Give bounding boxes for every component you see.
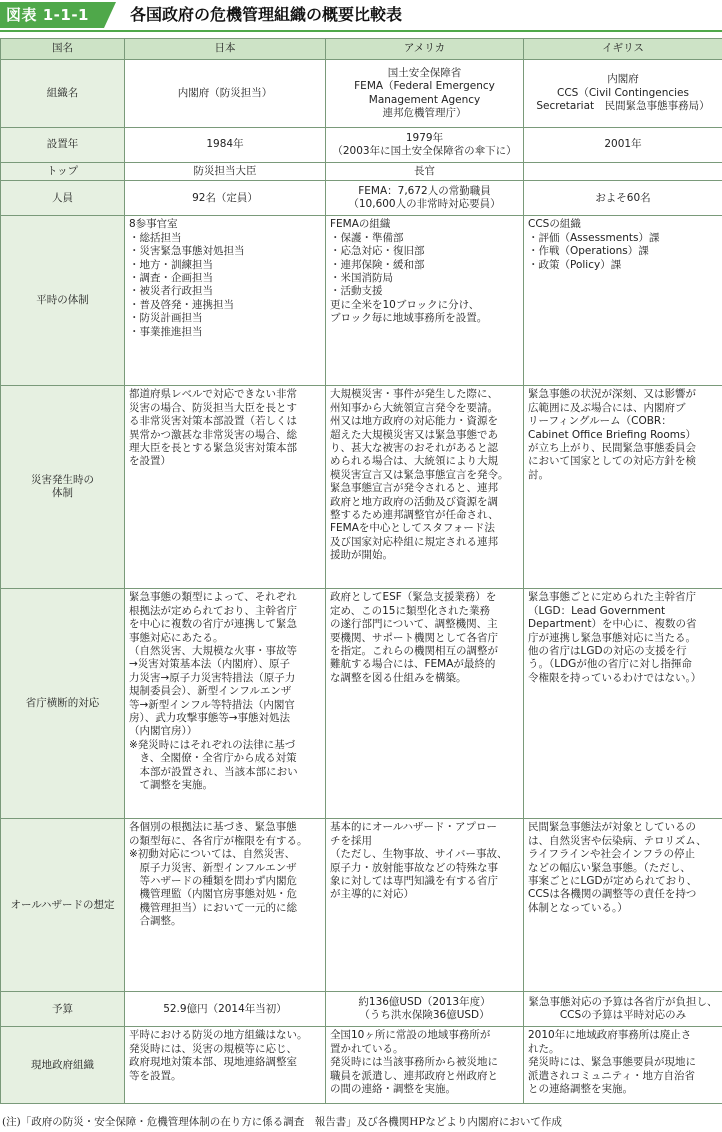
figure-title: 各国政府の危機管理組織の概要比較表 bbox=[130, 5, 403, 24]
table-row bbox=[1, 128, 722, 163]
row-label-cross-ministry: 省庁横断的対応 bbox=[1, 589, 125, 819]
cell-japan: 1984年 bbox=[125, 128, 326, 163]
header-country: 国名 bbox=[1, 39, 125, 60]
cell-uk: およそ60名 bbox=[524, 181, 722, 216]
cell-japan: 都道府県レベルで対応できない非常 災害の場合、防災担当大臣を長とす る非常災害対策本部設置（若しくは 異常かつ激甚な非常災害の場合、総 理大臣を長とする緊急災害対策本部 を設置） bbox=[125, 386, 326, 589]
cell-uk: 内閣府 CCS（Civil Contingencies Secretariat 民間緊急事態事務局） bbox=[524, 60, 722, 128]
row-label-organization: 組織名 bbox=[1, 60, 125, 128]
header-japan: 日本 bbox=[125, 39, 326, 60]
cell-usa: FEMA：7,672人の常勤職員 （10,600人の非常時対応要員） bbox=[326, 181, 524, 216]
cell-usa: 1979年 （2003年に国土安全保障省の傘下に） bbox=[326, 128, 524, 163]
row-label-all-hazard: オールハザードの想定 bbox=[1, 819, 125, 992]
row-label-disaster-structure: 災害発生時の 体制 bbox=[1, 386, 125, 589]
table-row bbox=[1, 181, 722, 216]
cell-uk: 2010年に地域政府事務所は廃止さ れた。 発災時には、緊急事態要員が現地に 派遣されコミュニティ・地方自治省 との連絡調整を実施。 bbox=[524, 1027, 722, 1104]
row-label-established: 設置年 bbox=[1, 128, 125, 163]
row-label-top: トップ bbox=[1, 163, 125, 181]
table-row bbox=[1, 386, 722, 589]
header-usa: アメリカ bbox=[326, 39, 524, 60]
cell-usa: 大規模災害・事件が発生した際に、 州知事から大統領宣言発令を要請。 州又は地方政府の対応能力・資源を 超えた大規模災害又は緊急事態であ り、甚大な被害のおそれがあると認 められる場合は、大統領により大規 模災害宣言又は緊急事態宣言を発令。 緊急事態宣言が発令されると、連邦 政府と地方政府の活動及び資源を調 整するため連邦調整官が任命され、 FEMAを中心としてスタフォード法 及び国家対応枠組に規定される連邦 援助が開始。 bbox=[326, 386, 524, 589]
cell-uk: 緊急事態対応の予算は各省庁が負担し、 CCSの予算は平時対応のみ bbox=[524, 992, 722, 1027]
table-row bbox=[1, 819, 722, 992]
cell-japan: 防災担当大臣 bbox=[125, 163, 326, 181]
cell-uk: 2001年 bbox=[524, 128, 722, 163]
cell-usa: 国土安全保障省 FEMA（Federal Emergency Management Agency 連邦危機管理庁） bbox=[326, 60, 524, 128]
cell-uk: CCSの組織 ・評価（Assessments）課 ・作戦（Operations）課 ・政策（Policy）課 bbox=[524, 216, 722, 386]
table-row bbox=[1, 216, 722, 386]
cell-japan: 緊急事態の類型によって、それぞれ 根拠法が定められており、主幹省庁 を中心に複数の省庁が連携して緊急 事態対応にあたる。 （自然災害、大規模な火事・事故等 →災害対策基本法（内閣府）、原子 力災害→原子力災害特措法（原子力 規制委員会）、新型インフルエンザ 等→新型インフル等特措法（内閣官 房）、武力攻撃事態等→事態対処法 （内閣官房）） ※発災時にはそれぞれの法律に基づ き、全閣僚・全省庁から成る対策 本部が設置され、当該本部におい て調整を実施。 bbox=[125, 589, 326, 819]
header-divider bbox=[0, 30, 722, 32]
cell-usa: 長官 bbox=[326, 163, 524, 181]
table-row bbox=[1, 60, 722, 128]
cell-japan: 8参事官室 ・総括担当 ・災害緊急事態対処担当 ・地方・訓練担当 ・調査・企画担当 ・被災者行政担当 ・普及啓発・連携担当 ・防災計画担当 ・事業推進担当 bbox=[125, 216, 326, 386]
cell-usa: FEMAの組織 ・保護・準備部 ・応急対応・復旧部 ・連邦保険・緩和部 ・米国消防局 ・活動支援 更に全米を10ブロックに分け、 ブロック毎に地域事務所を設置。 bbox=[326, 216, 524, 386]
cell-usa: 政府としてESF（緊急支援業務）を 定め、この15に類型化された業務 の遂行部門について、調整機関、主 要機関、サポート機関として各省庁 を指定。これらの機関相互の調整が 難航する場合には、FEMAが最終的 な調整を図る仕組みを構築。 bbox=[326, 589, 524, 819]
cell-japan: 平時における防災の地方組織はない。 発災時には、災害の規模等に応じ、 政府現地対策本部、現地連絡調整室 等を設置。 bbox=[125, 1027, 326, 1104]
cell-japan: 各個別の根拠法に基づき、緊急事態 の類型毎に、各省庁が権限を有する。 ※初動対応については、自然災害、 原子力災害、新型インフルエンザ 等ハザードの種類を問わず内閣危 機管理監（内閣官房事態対処・危 機管理担当）において一元的に総 合調整。 bbox=[125, 819, 326, 992]
header-uk: イギリス bbox=[524, 39, 722, 60]
table-row bbox=[1, 1027, 722, 1104]
comparison-table bbox=[0, 38, 722, 1104]
row-label-staff: 人員 bbox=[1, 181, 125, 216]
cell-uk: 民間緊急事態法が対象としているの は、自然災害や伝染病、テロリズム、 ライフラインや社会インフラの停止 などの幅広い緊急事態。（ただし、 事案ごとにLGDが定められており、 CCSは各機関の調整等の責任を持つ 体制となっている。） bbox=[524, 819, 722, 992]
source-note: (注)「政府の防災・安全保障・危機管理体制の在り方に係る調査 報告書」及び各機関HPなどより内閣府において作成 bbox=[2, 1116, 562, 1128]
cell-uk: 緊急事態の状況が深刻、又は影響が 広範囲に及ぶ場合には、内閣府ブ リーフィングルーム（COBR： Cabinet Office Briefing Rooms） が立ち上がり、民間緊急事態委員会 において国家としての対応方針を検 討。 bbox=[524, 386, 722, 589]
row-label-normal-structure: 平時の体制 bbox=[1, 216, 125, 386]
table-row bbox=[1, 992, 722, 1027]
row-label-budget: 予算 bbox=[1, 992, 125, 1027]
tag-slant-decoration bbox=[104, 2, 116, 28]
table-header-row bbox=[1, 39, 722, 60]
cell-japan: 92名（定員） bbox=[125, 181, 326, 216]
cell-uk bbox=[524, 163, 722, 181]
row-label-local-org: 現地政府組織 bbox=[1, 1027, 125, 1104]
cell-usa: 基本的にオールハザード・アプロー チを採用 （ただし、生物事故、サイバー事故、 原子力・放射能事故などの特殊な事 象に対しては専門知識を有する省庁 が主導的に対応） bbox=[326, 819, 524, 992]
cell-uk: 緊急事態ごとに定められた主幹省庁 （LGD：Lead Government Department）を中心に、複数の省 庁が連携し緊急事態対応に当たる。 他の省庁はLGDの対応の支援を行 う。（LDGが他の省庁に対し指揮命 令権限を持っているわけではない。） bbox=[524, 589, 722, 819]
figure-number-tag: 図表 1-1-1 bbox=[0, 2, 104, 28]
table-row bbox=[1, 163, 722, 181]
table-row bbox=[1, 589, 722, 819]
cell-japan: 内閣府（防災担当） bbox=[125, 60, 326, 128]
cell-usa: 全国10ヶ所に常設の地域事務所が 置かれている。 発災時には当該事務所から被災地に 職員を派遣し、連邦政府と州政府と の間の連絡・調整を実施。 bbox=[326, 1027, 524, 1104]
cell-japan: 52.9億円（2014年当初） bbox=[125, 992, 326, 1027]
figure-header bbox=[0, 0, 722, 30]
cell-usa: 約136億USD（2013年度） （うち洪水保険36億USD） bbox=[326, 992, 524, 1027]
